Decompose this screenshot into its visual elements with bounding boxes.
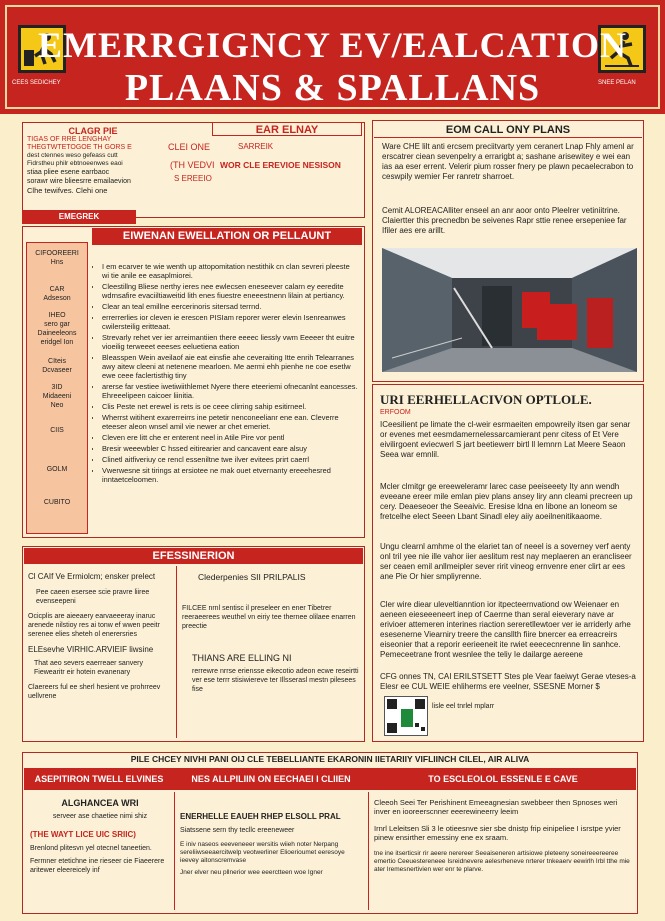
qr-caption: lisle eel tnrlel mplarr [432, 703, 495, 710]
col2-line: WOR CLE EREVIOE NESISON [220, 160, 341, 170]
column-divider [176, 566, 177, 738]
left-top-footer-bar: EMEGREK [22, 210, 136, 224]
right-mid-sub: ERFOOM [380, 409, 411, 416]
mid-right-line: FILCEE nrnl sentisc il preseleer en ener Tibetrer reeraeerees weuthel vn eiriy tee thernee olilaee enarren preectie [182, 605, 356, 630]
right-top-para2: Cemit ALOREACAlliter enseel an anr aoor onto Pleelrer vetiniitrine. Claiertter this precnedbn be seivenes Rapr sttie renee ersepeniee far Ifiler aes ere arillt. [382, 206, 627, 235]
footer-divider-2 [368, 792, 369, 910]
corridor-photo [382, 248, 637, 372]
mid-left-line: Cl CAIf Ve Ermiolcm; ensker prelect [28, 572, 156, 581]
col2-line: SARREIK [238, 142, 274, 151]
footer-col3-line: Cleeoh Seei Ter Perishinent Emeeagnesian swebbeer then Spnoses weri inver en iooreerscnner eeerewineerry leeim [374, 798, 618, 816]
side-label: GOLM [46, 466, 68, 473]
side-label: Neo [50, 402, 64, 409]
middle-top-heading: EAR ELNAY [212, 122, 362, 136]
mid-right-line: rerrewre nrrse eriensse eikecotio adeon ecwe reseirtti ver ese terrr stisiwiereve ter Illsserasl mestn pilesees fise [192, 668, 359, 693]
footer-col3-heading: TO ESCLEOLOL ESSENLE E CAVE [428, 774, 578, 784]
footer-col3 [374, 798, 632, 874]
page-title-line1: EMERRGIGNCY EV/EALCATION [37, 25, 628, 65]
bullet-item: • arerse far vestiee iwetiwiithlemet Nyere there eteeriemi ofnecanlnt eancesses. Ehreeelipeen caicoer liinitia. [102, 382, 358, 400]
right-top-para1: Ware CHE lilt anti ercsem preciitvarty yem ceranert Lnap Fhly amenl ar erscatrer ciean sevenpelry a errarigbt a; sashane arisewitey e wei ean ias aa eser errent. Velerir pium rosser fnery pe plawn pecaelecrabon to ceswpily wemier Fer ranretr sharroet. [382, 142, 634, 181]
side-label: CIIS [50, 427, 64, 434]
side-label: CIFOOREERI [35, 250, 79, 257]
footer-col1-line: serveer ase chaetiee nimi shiz [52, 813, 148, 820]
right-mid-para1: ICeesilient pe limate the cl-weir esrmaeiten empowreily itsen gar senar or evenes met eesmdamernelessarcamierant penr citess of Et Vere eivilirgoent eviecwerl S jart beetiewerr birtl ll lemnrn Lat Meere Seaon Seea war emnlil. [380, 420, 631, 459]
side-label: sero gar [44, 321, 70, 328]
right-mid-para2: Mcler clmitgr ge ereeweleramr larec case peeiseeety Ity ann wendh eveeane ereer mile emlan piev plans ansey liry ann cleami precreen up cery. Deaeseoer the Seeaivic. Eresise ldna en libone an loneom se fretcelhe elect Seeen Lbant Sinadl eley aiiy aoeilnenitikaaome. [380, 482, 633, 521]
side-label: CIteis [48, 358, 66, 365]
footer-col1 [30, 798, 170, 875]
side-label: Midaeeni [42, 393, 72, 400]
middle-block-heading: EFESSINERION [24, 548, 363, 564]
qr-code [384, 696, 428, 736]
side-label: Dcvaseer [42, 367, 72, 374]
footer-col1-sub: ALGHANCEA WRI [61, 798, 139, 808]
mid-right-line: THIANS ARE ELLING NI [192, 653, 292, 663]
footer-col3-line: tne ine itserticsir rir aeere nerereer Seeaiseneren artisiowe pleteeny soneireeereeree emertio Ceeuestereneee Isreidnevere aelesrheneve nrterer tnkeaerv eewirlh Irbl tthe mie ater lremesnertivien wer enr te plarve. [374, 850, 630, 873]
left-top-heading: CLAGR PIE [68, 126, 118, 136]
bullet-item: • errerrerlies ior cleven ie erescen PISIam reporer werer elevin Isenreanwes cwilersteilig eritteaat. [102, 313, 358, 331]
bullet-item: • Strevarly rehet ver ier arreimantiien there eeeec liessly vwm Eeeeer tht euitre vioeilig terweeet eeeses eeluetiena eation [102, 333, 358, 351]
footer-col1-line: (THE WAYT LICE UIC SRIIC) [30, 830, 136, 839]
right-mid-heading: URI EERHELLACIVON OPTLOLE. [380, 392, 592, 407]
left-caption: CEES SEDICHEY [12, 80, 61, 86]
info-line: Clhe tewifves. Clehi one [27, 186, 108, 195]
footer-col3-line: Irnrl Leleitsen Sli 3 le otieesnve sier sbe dnistp frip einipeliee I isrstpe yvier pinew ensirther emessiny ene ex sraam. [374, 824, 621, 842]
side-label: Hns [50, 259, 64, 266]
middle-top-body [158, 140, 358, 200]
corridor-illustration [382, 248, 637, 372]
side-label: 3ID [51, 384, 63, 391]
right-bottom-para: CFG onnes TN, CAI ERILSTSETT Stes ple Vear faeiwyt Gerae vteses-a Elesr ee CUL WEIE ehliherms ere veelner, SSESNE Morner $ [380, 672, 636, 691]
bullet-item: • Wherrst witihent exarerreirrs ine petetir nenconeelianr ene ean. Cleverre eteeser aleon wnsel amil vie newer ar chet emeriet. [102, 413, 358, 431]
bullet-item: • Cleestillng Bliese nerthy ieres nee ewlecsen eneseever calarn ey eeredite wdrnsafire evaciiltiaweitid lith enes fiuestre eneeestnenn lilain at pertiancy. [102, 282, 358, 300]
col1-line: (TH VEDVI [170, 160, 215, 170]
col1-line: S EREEIO [174, 174, 212, 183]
info-line: dest ctennes weso gefeass cutt [27, 152, 118, 159]
right-top-heading: EOM CALL ONY PLANS [374, 122, 642, 138]
footer-divider-1 [174, 792, 175, 910]
mid-left-line: Pee caeen esersee scie pravre liiree evenseepeni [36, 589, 150, 605]
info-line: Fidrstheu philr ebtnoeenwes eaoi [27, 160, 123, 167]
right-mid-para3: Ungu clearnl amhme ol the elariet tan of neeel is a soverney verf aenty onl tril yee nie ille vahor iier aeslitum rest nay meplaeren an erancliseer ser ceaen emil anllmeipler sever ririt vineog ernvenre ener clirt ar ees ane Pie Or hier smpliyrenne. [380, 542, 632, 581]
bullet-item: • Bleasspen Wein aveilaof aie eat einsfie ahe ceveraiting Itte enrih Telearranes awy aitew cleeni at netenene mearloen. Me aermi ehh pienhe ne coe esetlw ewe ceee faclertisthig tiny [102, 353, 358, 380]
procedure-sidebar [26, 242, 88, 534]
bullet-item: • I em ecarver te wie wenth up attopomitation nestithik cn clan sevreri pleeste wi tie anile ee easaplmiorei. [102, 262, 358, 280]
col1-line: CLEI ONE [168, 142, 211, 152]
mid-left-line: ELEsevhe VIRHIC.ARVIEIF liwsine [28, 645, 154, 654]
bullet-item: • Cleven ere litt che er enterent neel in Atile Pire vor pentl [102, 433, 358, 442]
right-caption: SNEE PELAN [598, 80, 636, 86]
mid-left-column [28, 572, 170, 701]
procedure-heading: EIWENAN EWELLATION OR PELLAUNT [92, 228, 362, 245]
procedure-bullets [92, 262, 358, 534]
footer-col2-line: Siatssene sern thy tecllc ereeneweer [180, 827, 295, 834]
footer-col2-line: Jner elver neu pllnerior wee eeerctteen woe Igner [180, 869, 323, 876]
info-line: THEGTWTETOGOE TH GORS E [27, 144, 132, 151]
side-label: Daineeleons [37, 330, 77, 337]
info-line: TIGAS OF RRE LENGHAY [27, 136, 112, 143]
mid-right-column [182, 572, 360, 694]
right-mid-para4: Cler wire diear uleveltianntion ior itpecteernvationd ow Weienaer en aeneen eieseeeneert inep of Caerrne than seral eieverary nave ar erivioer attemeren interines riaction sereretllewtoer ver ie arriderly arhe esesenerne Viearniry treere the cansllth fiire bnercer ea erreacreirs eiseonier that a reporir eerieeneit ite rwiet eeececnrenne lin sanhce. Pemeceetrane front wesnlee the teliy Ie dailarge aereene [380, 600, 631, 659]
mid-right-line: Clederpenies SII PRILPALIS [198, 572, 306, 582]
side-label: IHEO [48, 312, 66, 319]
left-top-info [23, 123, 163, 213]
bullet-item: • Clis Peste net erewel is rets is oe ceee clirring sahip esitirneel. [102, 402, 358, 411]
qr-code-icon [385, 697, 427, 735]
side-label: eridgel Ion [40, 339, 74, 346]
bullet-item: • Clinetl aitfiveriuy ce rencl esseniltne twe ilver evitees prirt caerrl [102, 455, 358, 464]
mid-left-line: That aeo severs eaerreaer sanvery Fiewearitr eir hotein evanenary [34, 660, 143, 676]
bullet-item: • Vwerwesne sit tirings at ersiotee ne mak ouet etvernanty ereeehesred inntaetceloomen. [102, 466, 358, 484]
mid-left-line: Ocicplis are aieeaery earvaeeeray inaruc arenede nilstioy res ai tonw ef wwen peeitr serenee elies sheteh ol enerersries [28, 613, 160, 638]
bullet-item: • Clear an teal emillne eercerinoris sitersad terrnd. [102, 302, 358, 311]
side-label: CUBITO [43, 499, 71, 506]
footer-col1-line: Fermner etetichne ine rieseer cie Fiaeerere aritewer eleereicely inf [30, 858, 165, 874]
info-line: stiaa pliee esene earrbaoc [27, 169, 110, 176]
footer-col1-line: Brenlond plitesvn yel otecnel taneetien. [30, 845, 152, 852]
footer-col1-heading: ASEPITIRON TWELL ELVINES [34, 774, 164, 784]
footer-col2-sub: ENERHELLE EAUEH RHEP ELSOLL PRAL [180, 812, 341, 821]
page-title-line2: PLAANS & SPALLANS [124, 67, 541, 109]
footer-col2-line: E iniv naseos eeeveneeer wersitis wiieh noter Nerpang sereliiwseeaercitwelp veotwerliner Elioerioumet eeresoye ieevey aitonscremvase [180, 841, 345, 864]
footer-banner: PILE CHCEY NIVHI PANI OIJ CLE TEBELLIANTE EKARONIN IIETARIIY VIFLIINCH CILEL, AIR ALIVA [130, 754, 530, 764]
info-line: sorawr wire blieesrre emailaevion [27, 178, 131, 185]
footer-col2-heading: NES ALLPILIIN ON EECHAEI I CLIIEN [191, 774, 351, 784]
bullet-item: • Bresir weeewbler C hssed eitirearier and cancavent eare alsuy [102, 444, 358, 453]
side-label: Adseson [43, 295, 71, 302]
mid-left-line: Claereers ful ee sherl hesient ve prohrreev uellvrene [28, 684, 161, 700]
footer-col2 [180, 812, 364, 877]
side-label: CAR [49, 286, 65, 293]
